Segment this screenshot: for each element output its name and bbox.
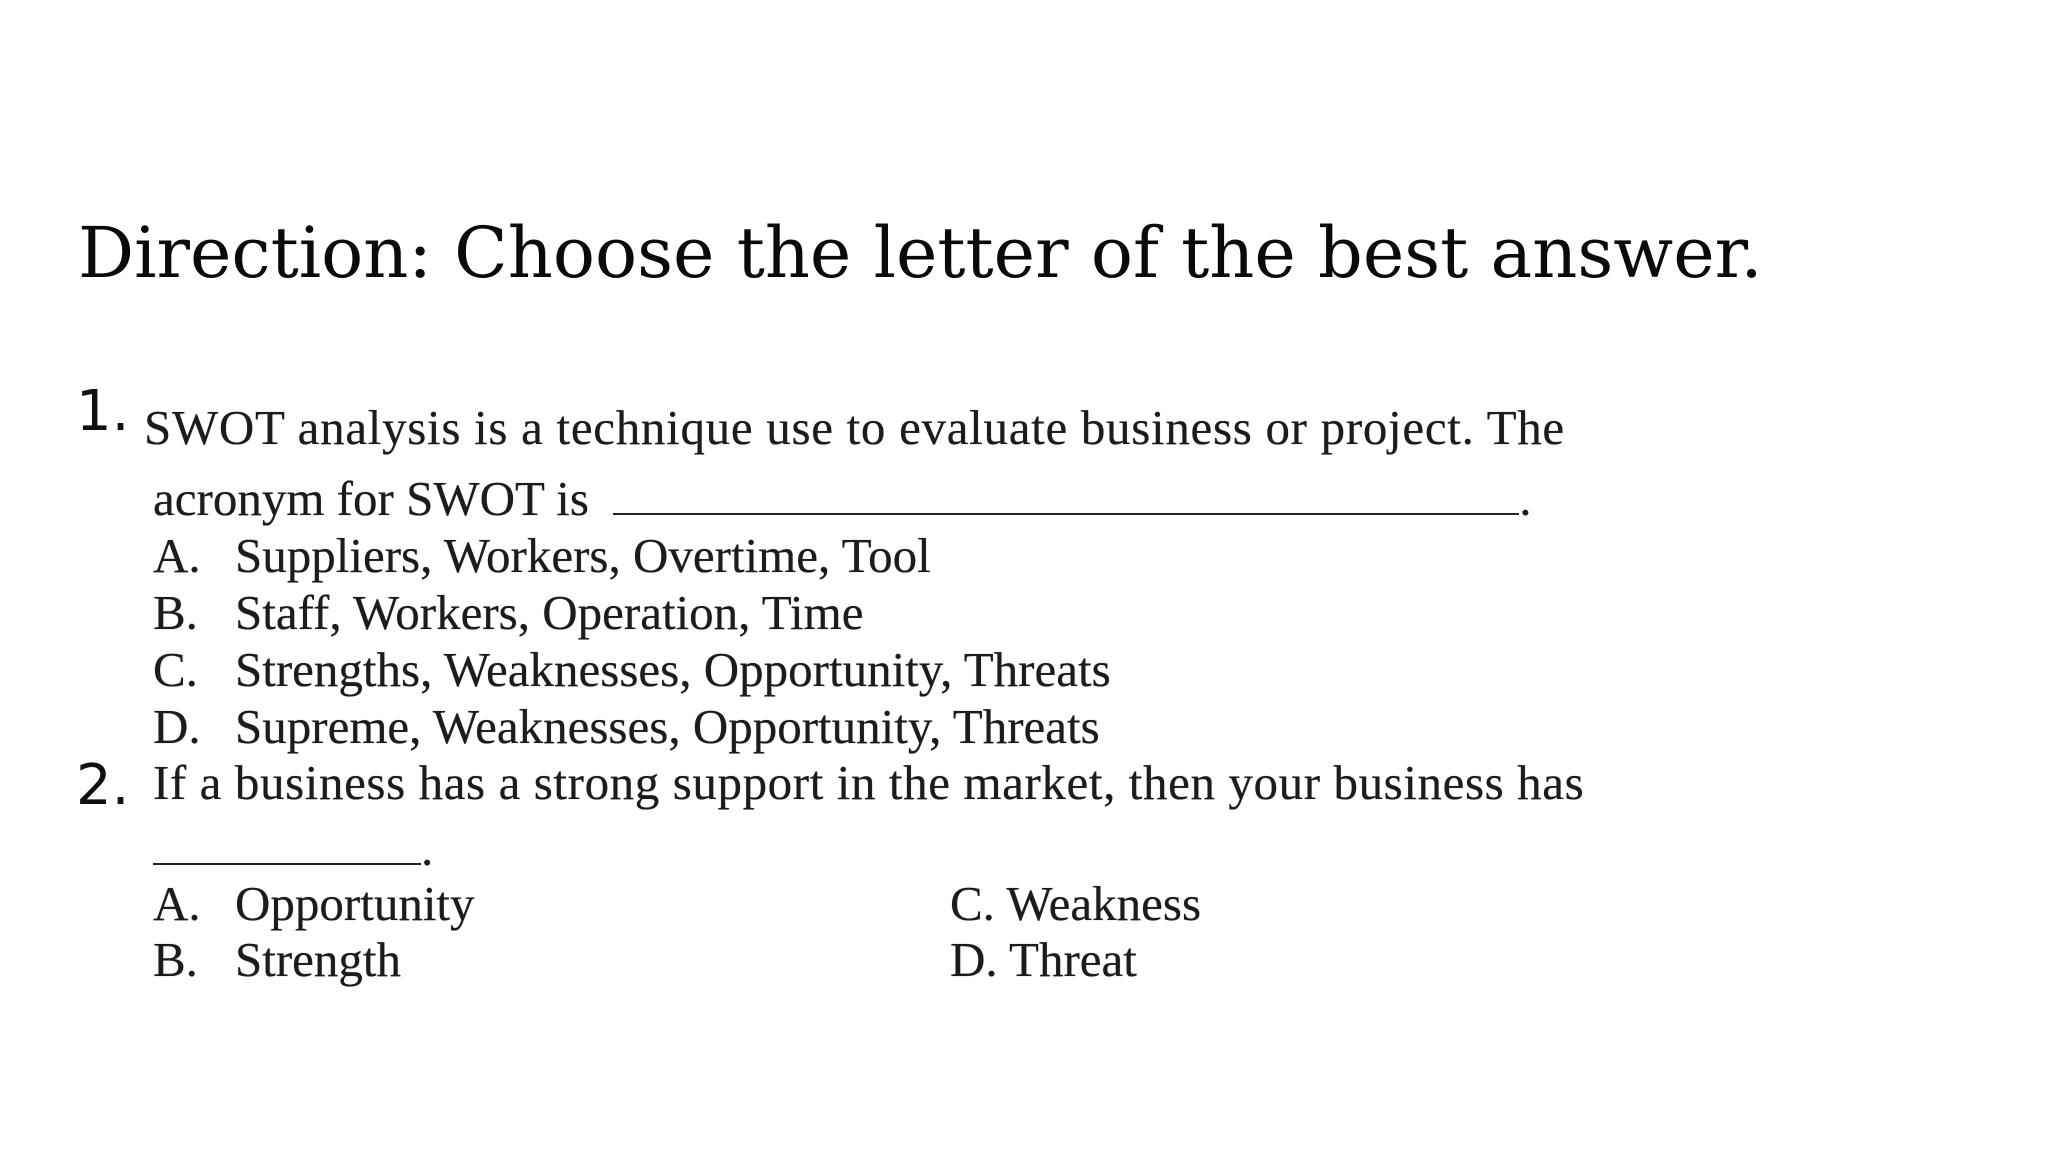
- stem-period: .: [1519, 471, 1532, 526]
- option-letter: A.: [153, 876, 201, 931]
- question-stem-line: If a business has a strong support in the market, then your business has: [153, 755, 1585, 810]
- direction-heading: Direction: Choose the letter of the best answer.: [78, 212, 1763, 294]
- answer-option: [153, 876, 475, 932]
- option-letter: B.: [153, 932, 198, 987]
- answer-option: [950, 932, 1137, 988]
- option-text: Threat: [1009, 932, 1137, 987]
- option-letter: C.: [950, 876, 995, 931]
- option-text: Strength: [235, 932, 402, 987]
- answer-option: [153, 585, 863, 641]
- question-number: 2.: [76, 753, 130, 818]
- option-letter: B.: [153, 585, 198, 640]
- answer-blank: [153, 855, 421, 865]
- answer-option: [153, 932, 401, 988]
- option-text: Strengths, Weaknesses, Opportunity, Threats: [235, 642, 1111, 697]
- option-text: Weakness: [1006, 876, 1202, 931]
- stem-period: .: [421, 821, 434, 876]
- answer-blank: [613, 505, 1519, 515]
- question-stem-line: [153, 821, 433, 877]
- answer-option: [950, 876, 1201, 932]
- option-text: Staff, Workers, Operation, Time: [235, 585, 864, 640]
- option-text: Opportunity: [235, 876, 475, 931]
- option-letter: A.: [153, 528, 201, 583]
- answer-option: [153, 642, 1111, 698]
- question-number: 1.: [76, 379, 130, 444]
- option-text: Suppliers, Workers, Overtime, Tool: [235, 528, 931, 583]
- answer-option: [153, 699, 1100, 755]
- stem-text: acronym for SWOT is: [153, 471, 589, 526]
- option-letter: D.: [950, 932, 998, 987]
- question-stem-line: SWOT analysis is a technique use to evaluate business or project. The: [144, 400, 1565, 455]
- question-stem-line: [153, 471, 1531, 527]
- option-letter: C.: [153, 642, 198, 697]
- answer-option: [153, 528, 931, 584]
- option-text: Supreme, Weaknesses, Opportunity, Threats: [235, 699, 1100, 754]
- option-letter: D.: [153, 699, 201, 754]
